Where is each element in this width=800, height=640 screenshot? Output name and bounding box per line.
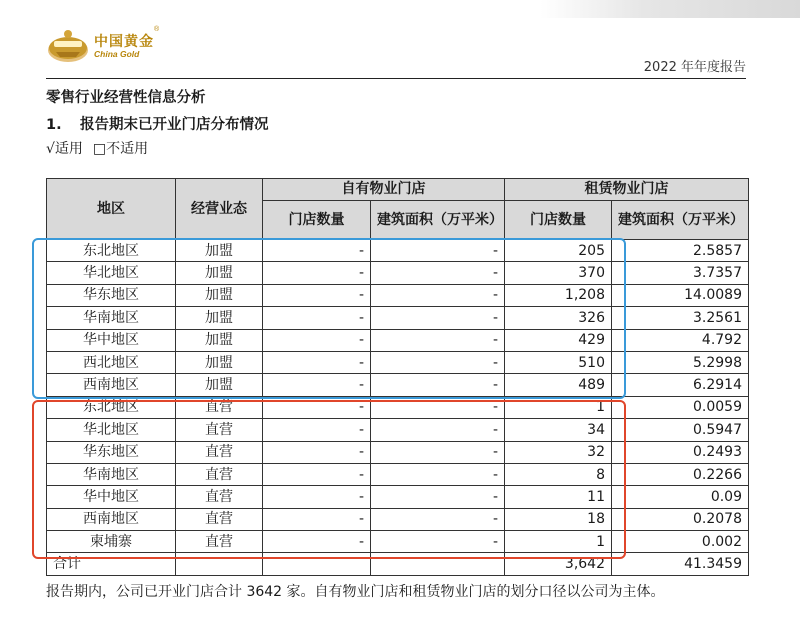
total-leased-count-cell: 3,642: [505, 553, 612, 575]
mode-cell: 加盟: [176, 262, 263, 284]
leased-area-cell: 14.0089: [612, 284, 749, 306]
total-row: [47, 553, 749, 575]
owned-count-cell: -: [263, 396, 371, 418]
leased-count-cell: 32: [505, 441, 612, 463]
owned-count-cell: -: [263, 486, 371, 508]
leased-area-cell: 5.2998: [612, 351, 749, 373]
logo-english-text: China Gold: [94, 49, 140, 59]
region-cell: 西南地区: [47, 508, 176, 530]
table-row: [47, 307, 749, 329]
owned-area-cell: -: [371, 262, 505, 284]
mode-cell: 直营: [176, 508, 263, 530]
header-leased-area: 建筑面积（万平米）: [612, 201, 749, 240]
table-row: [47, 419, 749, 441]
mode-cell: 加盟: [176, 374, 263, 396]
table-row: [47, 486, 749, 508]
table-row: [47, 396, 749, 418]
owned-area-cell: -: [371, 531, 505, 553]
region-cell: 华东地区: [47, 284, 176, 306]
owned-area-cell: -: [371, 329, 505, 351]
leased-area-cell: 3.2561: [612, 307, 749, 329]
owned-count-cell: -: [263, 508, 371, 530]
header-owned-area: 建筑面积（万平米）: [371, 201, 505, 240]
leased-count-cell: 326: [505, 307, 612, 329]
owned-count-cell: -: [263, 329, 371, 351]
mode-cell: 直营: [176, 531, 263, 553]
table-row: [47, 531, 749, 553]
mode-cell: 直营: [176, 441, 263, 463]
owned-count-cell: -: [263, 531, 371, 553]
owned-area-cell: -: [371, 351, 505, 373]
table-row: [47, 240, 749, 262]
table-row: [47, 284, 749, 306]
total-leased-area-cell: 41.3459: [612, 553, 749, 575]
region-cell: 华东地区: [47, 441, 176, 463]
mode-cell: 加盟: [176, 351, 263, 373]
header-mode: 经营业态: [176, 179, 263, 240]
table-row: [47, 463, 749, 485]
owned-count-cell: -: [263, 240, 371, 262]
owned-area-cell: -: [371, 240, 505, 262]
mode-cell: 加盟: [176, 240, 263, 262]
leased-count-cell: 8: [505, 463, 612, 485]
logo-registered-mark: ®: [154, 26, 160, 33]
header-region: 地区: [47, 179, 176, 240]
gold-ingot-icon: [46, 28, 90, 64]
subsection-number: 1.: [46, 117, 62, 133]
table-row: [47, 329, 749, 351]
total-mode-cell: [176, 553, 263, 575]
leased-area-cell: 0.5947: [612, 419, 749, 441]
owned-area-cell: -: [371, 508, 505, 530]
leased-area-cell: 0.2266: [612, 463, 749, 485]
region-cell: 华北地区: [47, 262, 176, 284]
leased-area-cell: 4.792: [612, 329, 749, 351]
region-cell: 华南地区: [47, 463, 176, 485]
owned-count-cell: -: [263, 441, 371, 463]
leased-count-cell: 429: [505, 329, 612, 351]
leased-count-cell: 489: [505, 374, 612, 396]
leased-count-cell: 510: [505, 351, 612, 373]
owned-area-cell: -: [371, 463, 505, 485]
owned-count-cell: -: [263, 307, 371, 329]
mode-cell: 直营: [176, 419, 263, 441]
owned-count-cell: -: [263, 262, 371, 284]
region-cell: 东北地区: [47, 396, 176, 418]
leased-area-cell: 3.7357: [612, 262, 749, 284]
header-divider: [46, 78, 746, 79]
region-cell: 华中地区: [47, 486, 176, 508]
header-leased-count: 门店数量: [505, 201, 612, 240]
total-owned-area-cell: [371, 553, 505, 575]
mode-cell: 加盟: [176, 284, 263, 306]
section-title: 零售行业经营性信息分析: [46, 90, 206, 106]
region-cell: 西北地区: [47, 351, 176, 373]
region-cell: 华南地区: [47, 307, 176, 329]
owned-area-cell: -: [371, 419, 505, 441]
owned-area-cell: -: [371, 441, 505, 463]
region-cell: 柬埔寨: [47, 531, 176, 553]
owned-area-cell: -: [371, 486, 505, 508]
owned-count-cell: -: [263, 374, 371, 396]
owned-area-cell: -: [371, 307, 505, 329]
total-owned-count-cell: [263, 553, 371, 575]
leased-count-cell: 1: [505, 396, 612, 418]
subsection-title: 报告期末已开业门店分布情况: [80, 117, 269, 133]
table-body: [47, 240, 749, 576]
owned-count-cell: -: [263, 351, 371, 373]
logo-chinese-text: 中国黄金: [94, 34, 154, 50]
header-owned-group: 自有物业门店: [263, 179, 505, 201]
mode-cell: 直营: [176, 486, 263, 508]
mode-cell: 直营: [176, 396, 263, 418]
leased-count-cell: 1,208: [505, 284, 612, 306]
owned-area-cell: -: [371, 284, 505, 306]
leased-count-cell: 1: [505, 531, 612, 553]
table-row: [47, 374, 749, 396]
footnote: 报告期内，公司已开业门店合计 3642 家。自有物业门店和租赁物业门店的划分口径以公司为主体。: [46, 584, 665, 600]
table-row: [47, 262, 749, 284]
leased-area-cell: 0.2493: [612, 441, 749, 463]
header-owned-count: 门店数量: [263, 201, 371, 240]
owned-count-cell: -: [263, 284, 371, 306]
region-cell: 华中地区: [47, 329, 176, 351]
not-applicable-option: □不适用: [92, 141, 149, 157]
scan-shadow: [540, 0, 800, 18]
region-cell: 东北地区: [47, 240, 176, 262]
mode-cell: 加盟: [176, 329, 263, 351]
leased-area-cell: 0.09: [612, 486, 749, 508]
leased-count-cell: 18: [505, 508, 612, 530]
leased-area-cell: 0.002: [612, 531, 749, 553]
leased-count-cell: 34: [505, 419, 612, 441]
applicability-options: [46, 138, 158, 158]
leased-area-cell: 6.2914: [612, 374, 749, 396]
table-row: [47, 508, 749, 530]
leased-count-cell: 11: [505, 486, 612, 508]
region-cell: 西南地区: [47, 374, 176, 396]
header-leased-group: 租赁物业门店: [505, 179, 749, 201]
table-row: [47, 351, 749, 373]
store-distribution-table: [46, 178, 749, 576]
total-label-cell: 合计: [47, 553, 176, 575]
report-label: 2022 年年度报告: [643, 60, 746, 75]
leased-area-cell: 0.2078: [612, 508, 749, 530]
mode-cell: 加盟: [176, 307, 263, 329]
china-gold-logo: [46, 28, 176, 64]
applicable-option: √适用: [46, 141, 83, 157]
leased-area-cell: 2.5857: [612, 240, 749, 262]
mode-cell: 直营: [176, 463, 263, 485]
owned-area-cell: -: [371, 396, 505, 418]
region-cell: 华北地区: [47, 419, 176, 441]
leased-area-cell: 0.0059: [612, 396, 749, 418]
subsection-heading: [46, 113, 269, 134]
owned-area-cell: -: [371, 374, 505, 396]
leased-count-cell: 370: [505, 262, 612, 284]
leased-count-cell: 205: [505, 240, 612, 262]
owned-count-cell: -: [263, 463, 371, 485]
table-row: [47, 441, 749, 463]
owned-count-cell: -: [263, 419, 371, 441]
